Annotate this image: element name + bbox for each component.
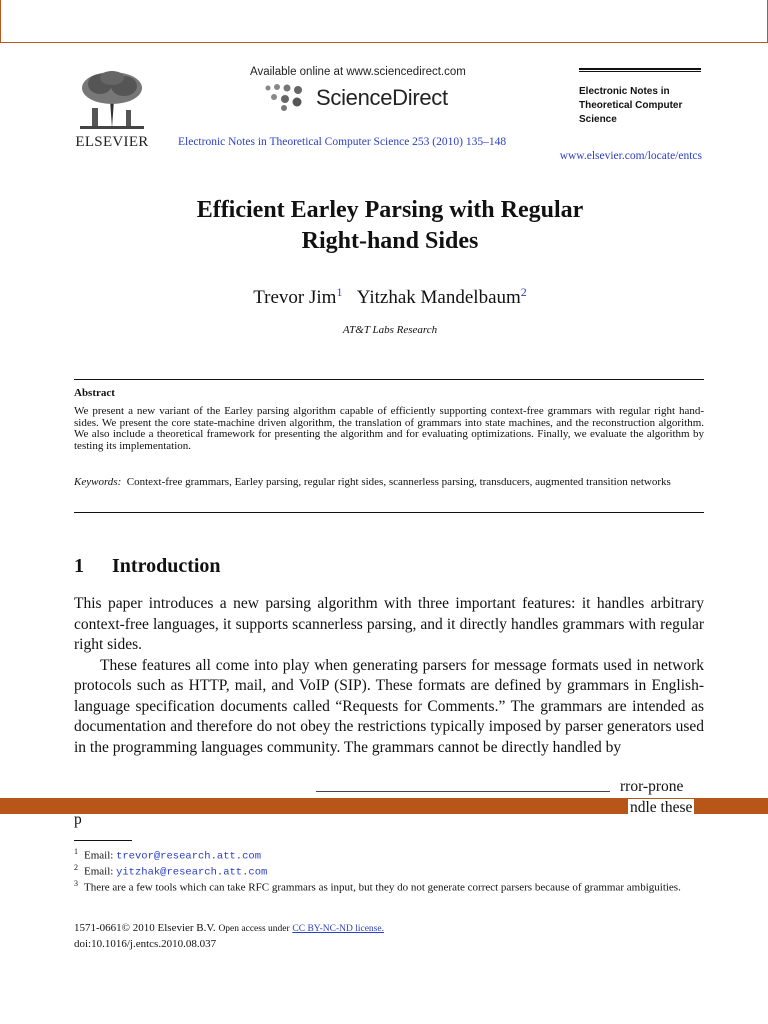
journal-citation-link[interactable]: Electronic Notes in Theoretical Computer Science 253 (2010) 135–148 — [178, 136, 507, 148]
doi-text: doi:10.1016/j.entcs.2010.08.037 — [74, 938, 217, 950]
footnote-rule — [74, 840, 132, 841]
keywords-label: Keywords: — [74, 476, 122, 488]
issn-text: 1571-0661© 2010 Elsevier B.V. — [74, 922, 216, 934]
journal-box-rule — [579, 68, 701, 70]
author-name: Yitzhak Mandelbaum — [356, 287, 521, 308]
email-link[interactable]: trevor@research.att.com — [116, 850, 262, 863]
abstract-heading: Abstract — [74, 387, 115, 399]
section-title: Introduction — [112, 555, 221, 577]
keywords-text: Context-free grammars, Earley parsing, regular right sides, scannerless parsing, transducers, augmented transition networks — [126, 476, 671, 488]
elsevier-wordmark: ELSEVIER — [75, 134, 149, 150]
footnote-mark-link[interactable]: 1 — [336, 285, 343, 299]
section-heading — [74, 555, 221, 578]
footnote: $^1$ Email: trevor@research.att.com — [74, 847, 262, 863]
abstract-bottom-rule — [74, 512, 704, 513]
sciencedirect-wordmark: ScienceDirect — [316, 85, 448, 110]
text-fragment: rror-prone — [620, 778, 684, 795]
email-link[interactable]: yitzhak@research.att.com — [116, 866, 268, 879]
section-body — [74, 594, 704, 758]
license-link[interactable]: CC BY-NC-ND license. — [292, 924, 384, 934]
keywords — [74, 477, 704, 489]
open-access-text: Open access under — [218, 924, 290, 934]
journal-box — [579, 68, 701, 127]
author-name: Trevor Jim — [253, 287, 337, 308]
paragraph: These features all come into play when generating parsers for message formats used in network protocols such as HTTP, mail, and VoIP (SIP). These formats are defined by grammars in English-language specification documents called “Requests for Comments.” The grammars are intended as documentation and therefore do not obey the restrictions typically imposed by parser generators used in the programming languages community. The grammars cannot be directly handled by — [74, 656, 704, 756]
paper-title: Efficient Earley Parsing with Regular Right-hand Sides — [196, 197, 584, 254]
abstract-text: We present a new variant of the Earley parsing algorithm capable of efficiently supporting context-free grammars with regular right hand-sides. We present the core state-machine driven algorithm, the translation of grammars into state machines, and the reconstruction algorithm. We also include a theoretical framework for presenting the algorithm and for evaluating optimizations. Finally, we evaluate the algorithm by testing its implementation. — [74, 405, 704, 452]
overlay-line — [316, 791, 610, 792]
sciencedirect-dots-icon — [262, 82, 312, 112]
elsevier-tree-icon — [72, 68, 152, 132]
text-fragment: p — [74, 811, 82, 828]
abstract-top-rule — [74, 379, 704, 380]
journal-url-link[interactable]: www.elsevier.com/locate/entcs — [559, 150, 702, 162]
paragraph: This paper introduces a new parsing algorithm with three important features: it handles arbitrary context-free languages, it supports scannerless parsing, and it directly handles grammars with regular right sides. — [74, 595, 704, 653]
footnote-mark-link[interactable]: 2 — [520, 285, 527, 299]
affiliation: AT&T Labs Research — [342, 324, 438, 336]
journal-box-rule — [579, 71, 701, 72]
paper-authors — [70, 287, 710, 309]
available-online-text: Available online at www.sciencedirect.com — [250, 66, 466, 78]
section-number: 1 — [74, 555, 84, 577]
top-toolbar-frame — [0, 0, 768, 43]
elsevier-logo — [72, 68, 152, 150]
journal-box-title: Electronic Notes in Theoretical Computer Science — [579, 86, 683, 125]
footnote: $^2$ Email: yitzhak@research.att.com — [74, 863, 268, 879]
footnote: $^3$ There are a few tools which can take RFC grammars as input, but they do not generate correct parsers because of grammar ambiguities. — [74, 879, 681, 894]
copyright-block — [74, 921, 384, 952]
text-fragment: ndle these — [630, 799, 693, 816]
